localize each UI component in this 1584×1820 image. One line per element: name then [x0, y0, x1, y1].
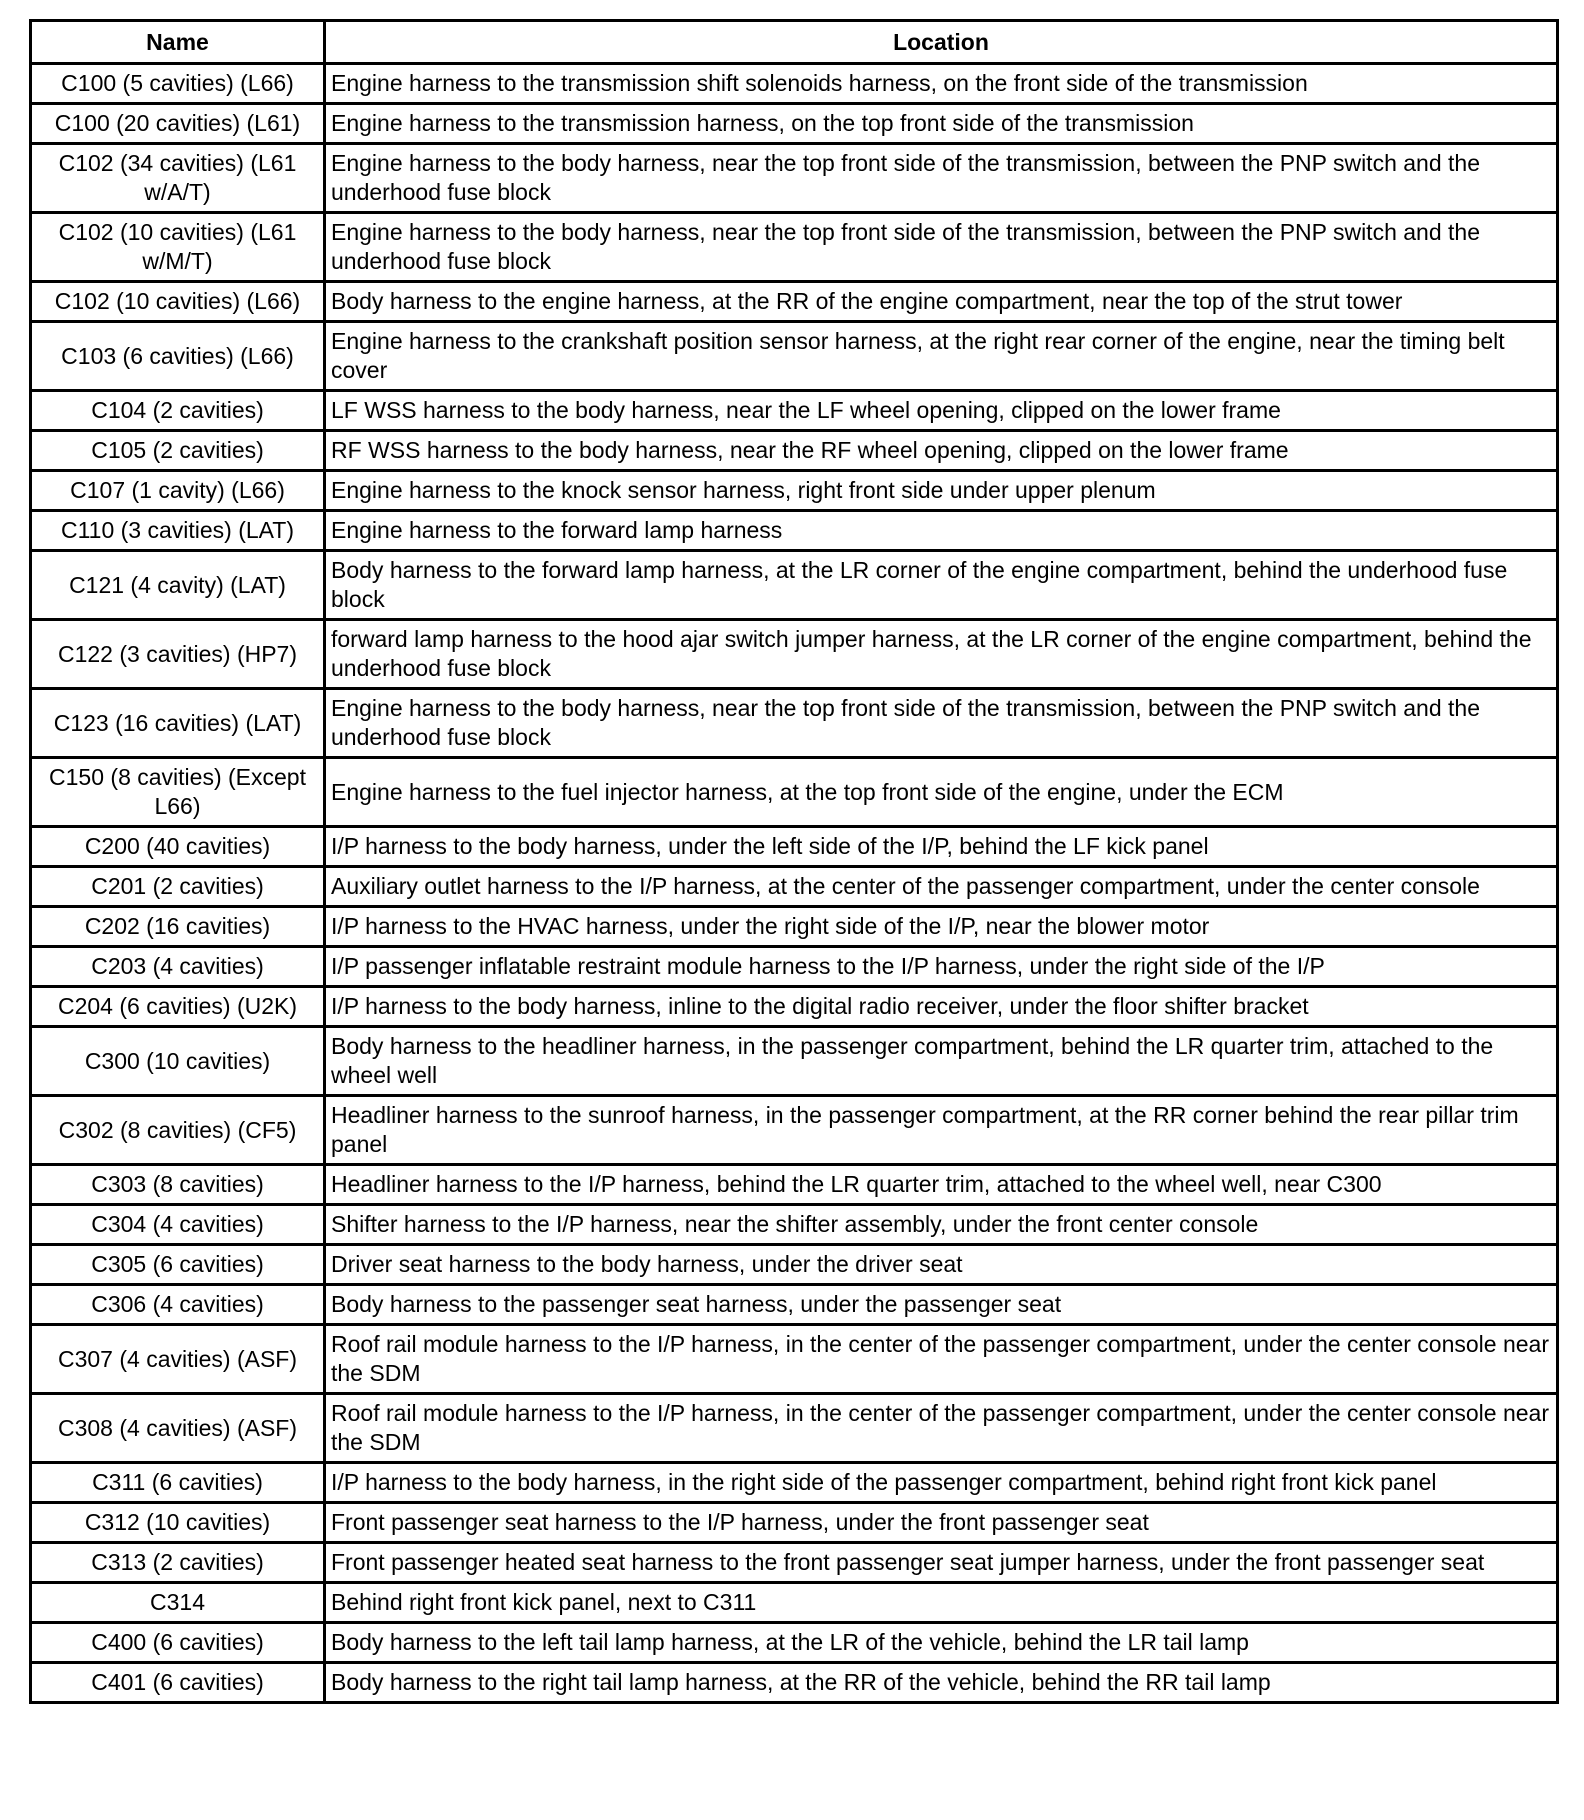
connector-location-cell: Body harness to the headliner harness, in the passenger compartment, behind the LR quarter trim, attached to the wheel well — [325, 1027, 1558, 1096]
name-column-header: Name — [31, 21, 325, 64]
connector-location-cell: Engine harness to the transmission shift solenoids harness, on the front side of the transmission — [325, 64, 1558, 104]
connector-name-cell: C105 (2 cavities) — [31, 431, 325, 471]
connector-name-cell: C122 (3 cavities) (HP7) — [31, 620, 325, 689]
connector-location-cell: I/P passenger inflatable restraint module harness to the I/P harness, under the right side of the I/P — [325, 947, 1558, 987]
connector-location-cell: Behind right front kick panel, next to C311 — [325, 1583, 1558, 1623]
connector-location-cell: Body harness to the left tail lamp harness, at the LR of the vehicle, behind the LR tail lamp — [325, 1623, 1558, 1663]
connector-name-cell: C102 (34 cavities) (L61 w/A/T) — [31, 144, 325, 213]
connector-location-cell: I/P harness to the body harness, under the left side of the I/P, behind the LF kick panel — [325, 827, 1558, 867]
connector-name-cell: C100 (20 cavities) (L61) — [31, 104, 325, 144]
connector-location-cell: Body harness to the forward lamp harness, at the LR corner of the engine compartment, behind the underhood fuse block — [325, 551, 1558, 620]
table-row — [31, 1503, 1558, 1543]
table-row — [31, 620, 1558, 689]
connector-location-cell: Roof rail module harness to the I/P harness, in the center of the passenger compartment, under the center console near the SDM — [325, 1394, 1558, 1463]
connector-location-cell: LF WSS harness to the body harness, near the LF wheel opening, clipped on the lower frame — [325, 391, 1558, 431]
connector-name-cell: C311 (6 cavities) — [31, 1463, 325, 1503]
connector-name-cell: C150 (8 cavities) (Except L66) — [31, 758, 325, 827]
table-row — [31, 689, 1558, 758]
connector-location-cell: RF WSS harness to the body harness, near the RF wheel opening, clipped on the lower frame — [325, 431, 1558, 471]
connector-name-cell: C104 (2 cavities) — [31, 391, 325, 431]
table-row — [31, 1096, 1558, 1165]
connector-location-cell: Headliner harness to the I/P harness, behind the LR quarter trim, attached to the wheel well, near C300 — [325, 1165, 1558, 1205]
connector-location-cell: I/P harness to the body harness, in the right side of the passenger compartment, behind right front kick panel — [325, 1463, 1558, 1503]
connector-location-cell: Engine harness to the forward lamp harness — [325, 511, 1558, 551]
table-row — [31, 1027, 1558, 1096]
connector-location-cell: Engine harness to the fuel injector harness, at the top front side of the engine, under the ECM — [325, 758, 1558, 827]
table-row — [31, 64, 1558, 104]
connector-location-cell: forward lamp harness to the hood ajar switch jumper harness, at the LR corner of the engine compartment, behind the underhood fuse block — [325, 620, 1558, 689]
connector-name-cell: C307 (4 cavities) (ASF) — [31, 1325, 325, 1394]
table-row — [31, 1165, 1558, 1205]
table-row — [31, 213, 1558, 282]
connector-location-cell: Engine harness to the body harness, near the top front side of the transmission, between the PNP switch and the underhood fuse block — [325, 689, 1558, 758]
table-row — [31, 511, 1558, 551]
table-row — [31, 1285, 1558, 1325]
connector-name-cell: C201 (2 cavities) — [31, 867, 325, 907]
connector-name-cell: C202 (16 cavities) — [31, 907, 325, 947]
table-row — [31, 104, 1558, 144]
table-row — [31, 947, 1558, 987]
connector-name-cell: C304 (4 cavities) — [31, 1205, 325, 1245]
table-row — [31, 144, 1558, 213]
connector-location-cell: Front passenger heated seat harness to the front passenger seat jumper harness, under the front passenger seat — [325, 1543, 1558, 1583]
connector-location-cell: Engine harness to the crankshaft position sensor harness, at the right rear corner of the engine, near the timing belt cover — [325, 322, 1558, 391]
table-row — [31, 1663, 1558, 1703]
connector-location-cell: Auxiliary outlet harness to the I/P harness, at the center of the passenger compartment, under the center console — [325, 867, 1558, 907]
connector-name-cell: C121 (4 cavity) (LAT) — [31, 551, 325, 620]
table-row — [31, 322, 1558, 391]
connector-name-cell: C401 (6 cavities) — [31, 1663, 325, 1703]
connector-name-cell: C123 (16 cavities) (LAT) — [31, 689, 325, 758]
connector-name-cell: C302 (8 cavities) (CF5) — [31, 1096, 325, 1165]
table-row — [31, 907, 1558, 947]
table-row — [31, 1394, 1558, 1463]
connector-name-cell: C303 (8 cavities) — [31, 1165, 325, 1205]
connector-location-cell: Front passenger seat harness to the I/P harness, under the front passenger seat — [325, 1503, 1558, 1543]
connector-location-cell: Body harness to the right tail lamp harness, at the RR of the vehicle, behind the RR tail lamp — [325, 1663, 1558, 1703]
connector-location-table — [29, 19, 1559, 1704]
table-row — [31, 1325, 1558, 1394]
connector-name-cell: C100 (5 cavities) (L66) — [31, 64, 325, 104]
connector-location-cell: Engine harness to the knock sensor harness, right front side under upper plenum — [325, 471, 1558, 511]
table-row — [31, 1463, 1558, 1503]
header-row — [31, 21, 1558, 64]
table-row — [31, 867, 1558, 907]
connector-name-cell: C308 (4 cavities) (ASF) — [31, 1394, 325, 1463]
table-row — [31, 1543, 1558, 1583]
connector-name-cell: C313 (2 cavities) — [31, 1543, 325, 1583]
connector-name-cell: C400 (6 cavities) — [31, 1623, 325, 1663]
location-column-header: Location — [325, 21, 1558, 64]
table-row — [31, 1623, 1558, 1663]
connector-location-cell: Driver seat harness to the body harness, under the driver seat — [325, 1245, 1558, 1285]
connector-location-cell: Engine harness to the transmission harness, on the top front side of the transmission — [325, 104, 1558, 144]
connector-name-cell: C312 (10 cavities) — [31, 1503, 325, 1543]
table-row — [31, 1245, 1558, 1285]
connector-location-cell: Roof rail module harness to the I/P harness, in the center of the passenger compartment, under the center console near the SDM — [325, 1325, 1558, 1394]
connector-location-cell: Shifter harness to the I/P harness, near the shifter assembly, under the front center console — [325, 1205, 1558, 1245]
connector-name-cell: C306 (4 cavities) — [31, 1285, 325, 1325]
table-row — [31, 827, 1558, 867]
connector-name-cell: C110 (3 cavities) (LAT) — [31, 511, 325, 551]
connector-name-cell: C102 (10 cavities) (L66) — [31, 282, 325, 322]
table-row — [31, 758, 1558, 827]
connector-location-cell: I/P harness to the HVAC harness, under the right side of the I/P, near the blower motor — [325, 907, 1558, 947]
table-row — [31, 431, 1558, 471]
connector-location-cell: Headliner harness to the sunroof harness, in the passenger compartment, at the RR corner behind the rear pillar trim panel — [325, 1096, 1558, 1165]
connector-name-cell: C200 (40 cavities) — [31, 827, 325, 867]
connector-location-cell: Body harness to the passenger seat harness, under the passenger seat — [325, 1285, 1558, 1325]
connector-name-cell: C300 (10 cavities) — [31, 1027, 325, 1096]
connector-name-cell: C103 (6 cavities) (L66) — [31, 322, 325, 391]
connector-name-cell: C107 (1 cavity) (L66) — [31, 471, 325, 511]
table-row — [31, 282, 1558, 322]
connector-location-cell: I/P harness to the body harness, inline to the digital radio receiver, under the floor shifter bracket — [325, 987, 1558, 1027]
connector-name-cell: C102 (10 cavities) (L61 w/M/T) — [31, 213, 325, 282]
connector-location-cell: Body harness to the engine harness, at the RR of the engine compartment, near the top of the strut tower — [325, 282, 1558, 322]
connector-location-cell: Engine harness to the body harness, near the top front side of the transmission, between the PNP switch and the underhood fuse block — [325, 213, 1558, 282]
connector-name-cell: C305 (6 cavities) — [31, 1245, 325, 1285]
table-row — [31, 1583, 1558, 1623]
table-body — [31, 64, 1558, 1703]
table-row — [31, 391, 1558, 431]
connector-name-cell: C203 (4 cavities) — [31, 947, 325, 987]
table-row — [31, 1205, 1558, 1245]
table-row — [31, 987, 1558, 1027]
connector-location-cell: Engine harness to the body harness, near the top front side of the transmission, between the PNP switch and the underhood fuse block — [325, 144, 1558, 213]
connector-name-cell: C204 (6 cavities) (U2K) — [31, 987, 325, 1027]
table-row — [31, 471, 1558, 511]
connector-name-cell: C314 — [31, 1583, 325, 1623]
table-row — [31, 551, 1558, 620]
